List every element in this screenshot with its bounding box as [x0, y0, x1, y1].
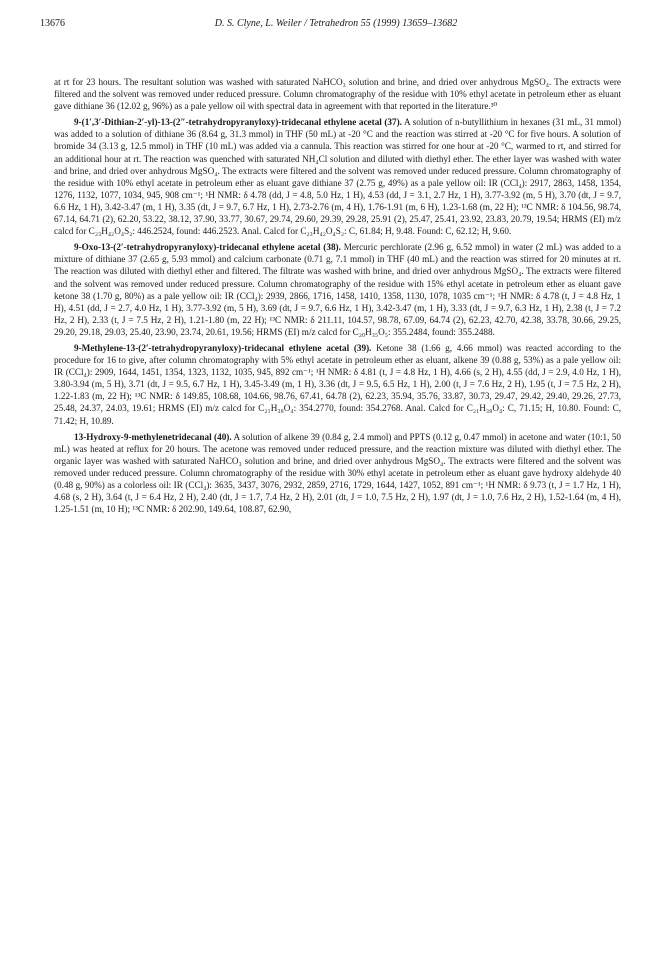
paragraph-text: Ketone 38 (1.66 g, 4.66 mmol) was reacted according to the procedure for 16 to give, after column chromatography with 5% ethyl acetate in petroleum ether as eluant, alkene 39 (0.88 g, 53%) as a pale yellow oil: IR (CCl₄): 2909, 1644, 1451, 1354, 1323, 1132, 1035, 945, 892 cm⁻¹; ¹H NMR: δ 4.81 (t, J = 4.8 Hz, 1 H), 4.66 (s, 2 H), 4.55 (dd, J = 2.9, 4.0 Hz, 1 H), 3.80-3.94 (m, 5 H), 3.71 (dt, J = 9.5, 6.7 Hz, 1 H), 3.45-3.49 (m, 1 H), 3.36 (dt, J = 9.5, 6.5 Hz, 1 H), 2.00 (t, J = 7.6 Hz, 2 H), 1.95 (t, J = 7.5 Hz, 2 H), 1.22-1.83 (m, 22 H); ¹³C NMR: δ 149.85, 108.68, 104.66, 98.76, 67.41, 64.78 (2), 62.23, 35.94, 35.76, 33.87, 30.73, 29.47, 29.42, 29.40, 29.26, 27.73, 25.48, 24.37, 24.03, 19.61; HRMS (EI) m/z calcd for C₂₁H₃₈O₄: 354.2770, found: 354.2768. Anal. Calcd for C₂₁H₃₈O₄: C, 71.15; H, 10.80. Found: C, 71.42; H, 10.89. [54, 342, 621, 426]
paragraph-compound-38 [54, 241, 621, 338]
page-number: 13676 [40, 18, 65, 29]
compound-heading: 9-Oxo-13-(2′-tetrahydropyranyloxy)-tridecanal ethylene acetal (38). [74, 242, 341, 253]
paragraph-compound-37 [54, 116, 621, 237]
paragraph-continuation [54, 76, 621, 112]
running-head-title: D. S. Clyne, L. Weiler / Tetrahedron 55 (1999) 13659–13682 [214, 18, 458, 29]
paragraph-compound-39 [54, 342, 621, 427]
compound-heading: 9-Methylene-13-(2′-tetrahydropyranyloxy)-tridecanal ethylene acetal (39). [74, 342, 372, 353]
compound-heading: 13-Hydroxy-9-methylenetridecanal (40). [74, 431, 232, 442]
compound-heading: 9-(1′,3′-Dithian-2′-yl)-13-(2″-tetrahydropyranyloxy)-tridecanal ethylene acetal (37). [74, 117, 402, 128]
paragraph-text: at rt for 23 hours. The resultant solution was washed with saturated NaHCO₃ solution and brine, and dried over anhydrous MgSO₄. The extracts were filtered and the solvent was removed under reduced pressure. Column chromatography of the residue with 10% ethyl acetate in petroleum ether as eluant gave dithiane 36 (12.02 g, 96%) as a pale yellow oil with spectral data in agreement with that reported in the literature.³⁰ [54, 77, 621, 112]
paragraph-text: A solution of alkene 39 (0.84 g, 2.4 mmol) and PPTS (0.12 g, 0.47 mmol) in acetone and water (10:1, 50 mL) was heated at reflux for 20 hours. The acetone was removed under reduced pressure, and the reaction mixture was diluted with diethyl ether. The organic layer was washed with saturated NaHCO₃ solution and brine, and dried over anhydrous MgSO₄. The extracts were filtered and the solvent was removed under reduced pressure. Column chromatography of the residue with 30% ethyl acetate in petroleum ether as eluant gave hydroxy aldehyde 40 (0.48 g, 90%) as a colorless oil: IR (CCl₄): 3635, 3437, 3076, 2932, 2859, 2716, 1729, 1644, 1427, 1052, 891 cm⁻¹; ¹H NMR: δ 9.73 (t, J = 1.7 Hz, 1 H), 4.68 (s, 2 H), 3.64 (t, J = 6.4 Hz, 2 H), 2.40 (dt, J = 1.7, 7.4 Hz, 2 H), 2.01 (dt, J = 1.0, 7.5 Hz, 2 H), 1.97 (dt, J = 1.0, 7.6 Hz, 2 H), 1.52-1.64 (m, 4 H), 1.25-1.51 (m, 10 H); ¹³C NMR: δ 202.90, 149.64, 108.87, 62.90, [54, 431, 621, 515]
paragraph-text: A solution of n-butyllithium in hexanes (31 mL, 31 mmol) was added to a solution of dithiane 36 (8.64 g, 31.3 mmol) in THF (50 mL) at -20 °C and the reaction was stirred at -20 °C for five hours. A solution of bromide 34 (3.13 g, 12.5 mmol) in THF (10 mL) was added via a cannula. This reaction was stirred for one hour at -20 °C, warmed to rt, and stirred for an additional hour at rt. The reaction was quenched with saturated NH₄Cl solution and diluted with diethyl ether. The ether layer was washed with water and brine, and dried over anhydrous MgSO₄. The extracts were filtered and the solvent was removed under reduced pressure. Column chromatography of the residue with 10% ethyl acetate in petroleum ether as eluant gave dithiane 37 (2.75 g, 49%) as a pale yellow oil: IR (CCl₄): 2917, 2863, 1458, 1354, 1276, 1132, 1077, 1034, 945, 908 cm⁻¹; ¹H NMR: δ 4.78 (dd, J = 4.8, 5.0 Hz, 1 H), 4.53 (dd, J = 3.1, 2.7 Hz, 1 H), 3.77-3.92 (m, 5 H), 3.70 (dt, J = 9.7, 6.6 Hz, 1 H), 3.42-3.47 (m, 1 H), 3.35 (dt, J = 9.7, 6.7 Hz, 1 H), 2.73-2.76 (m, 4 H), 1.76-1.91 (m, 6 H), 1.23-1.68 (m, 22 H); ¹³C NMR: δ 104.56, 98.74, 67.14, 64.71 (2), 62.20, 53.22, 38.12, 37.90, 33.77, 30.67, 29.74, 29.60, 29.39, 29.28, 25.91 (2), 25.47, 25.41, 23.92, 23.83, 20.79, 19.54; HRMS (EI) m/z calcd for C₂₃H₄₂O₄S₂: 446.2524, found: 446.2523. Anal. Calcd for C₂₃H₄₂O₄S₂: C, 61.84; H, 9.48. Found: C, 62.12; H, 9.60. [54, 117, 621, 237]
article-body [54, 76, 621, 519]
running-header [40, 18, 632, 32]
paragraph-compound-40 [54, 431, 621, 516]
paragraph-text: Mercuric perchlorate (2.96 g, 6.52 mmol) in water (2 mL) was added to a mixture of dithiane 37 (2.65 g, 5.93 mmol) and calcium carbonate (0.71 g, 7.1 mmol) in THF (40 mL) and the reaction was stirred for 20 minutes at rt. The reaction was diluted with diethyl ether and filtered. The filtrate was washed with brine, and dried over anhydrous MgSO₄. The extracts were filtered and the solvent was removed under reduced pressure. Column chromatography of the residue with 15% ethyl acetate in petroleum ether as eluant gave ketone 38 (1.70 g, 80%) as a pale yellow oil: IR (CCl₄): 2939, 2866, 1716, 1458, 1410, 1358, 1130, 1078, 1035 cm⁻¹; ¹H NMR: δ 4.78 (t, J = 4.8 Hz, 1 H), 4.51 (dd, J = 2.7, 4.0 Hz, 1 H), 3.77-3.92 (m, 5 H), 3.69 (dt, J = 9.7, 6.6 Hz, 1 H), 3.42-3.47 (m, 1 H), 3.33 (dt, J = 9.7, 6.3 Hz, 1 H), 2.38 (t, J = 7.2 Hz, 2 H), 2.33 (t, J = 7.5 Hz, 2 H), 1.21-1.80 (m, 22 H); ¹³C NMR: δ 211.11, 104.57, 98.78, 67.09, 64.74 (2), 62.23, 42.70, 42.38, 33.78, 30.66, 29.25, 29.20, 29.18, 29.03, 25.40, 23.90, 23.74, 20.61, 19.56; HRMS (EI) m/z calcd for C₂₀H₃₅O₅: 355.2484, found: 355.2488. [54, 242, 621, 337]
